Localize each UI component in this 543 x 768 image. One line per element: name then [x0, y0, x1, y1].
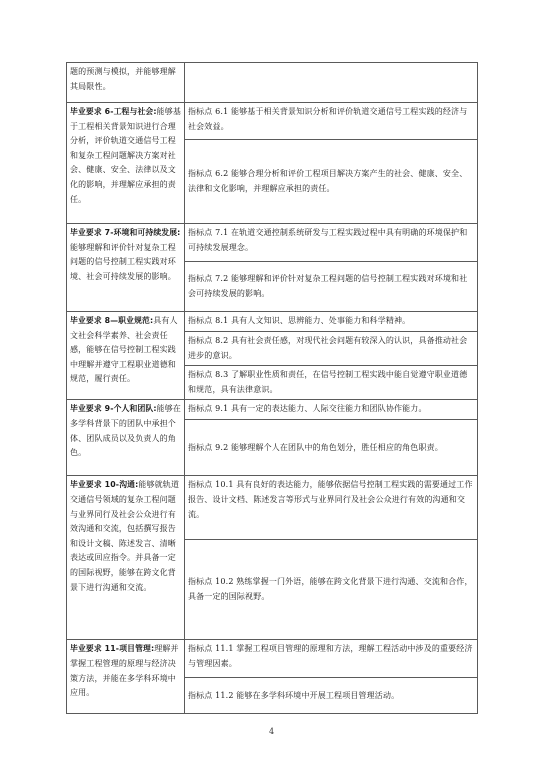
table-row [67, 312, 478, 332]
indicator-text: 指标点 11.2 能够在多学科环境中开展工程项目管理活动。 [188, 690, 400, 700]
indicator-cell [185, 476, 478, 540]
indicator-text: 指标点 6.1 能够基于相关背景知识分析和评价轨道交通信号工程实践的经济与社会效益。 [188, 107, 468, 131]
requirement-text: 能够理解和评价针对复杂工程问题的信号控制工程实践对环境、社会可持续发展的影响。 [70, 242, 176, 281]
requirement-text: 能够就轨道交通信号领域的复杂工程问题与业界同行及社会公众进行有效沟通和交流，包括撰写报告和设计文稿、陈述发言、清晰表达或回应指令。并具备一定的国际视野，能够在跨文化背景下进行沟通和交流。 [70, 480, 180, 592]
indicator-cell [185, 103, 478, 140]
indicator-text: 指标点 9.1 具有一定的表达能力、人际交往能力和团队协作能力。 [188, 404, 427, 414]
table-row [67, 103, 478, 140]
indicator-text: 指标点 6.2 能够合理分析和评价工程项目解决方案产生的社会、健康、安全、法律和文化影响，并理解应承担的责任。 [188, 168, 468, 193]
indicator-cell [185, 540, 478, 640]
indicator-cell [185, 678, 478, 714]
indicator-cell [185, 400, 478, 420]
requirement-title: 毕业要求 8—职业规范: [70, 316, 154, 325]
indicator-cell [185, 420, 478, 476]
requirement-cell [67, 63, 185, 103]
indicator-text: 指标点 8.1 具有人文知识、思辨能力、处事能力和科学精神。 [188, 316, 411, 325]
indicator-cell [185, 312, 478, 332]
requirement-title: 毕业要求 10-沟通: [70, 480, 139, 490]
indicator-cell [185, 262, 478, 312]
indicator-text: 指标点 10.1 具有良好的表达能力，能够依据信号控制工程实践的需要通过工作报告、设计文档、陈述发言等形式与业界同行及社会公众进行有效的沟通和交流。 [188, 480, 473, 519]
indicator-text: 指标点 9.2 能够理解个人在团队中的角色划分，胜任相应的角色职责。 [188, 442, 443, 452]
table-row [67, 63, 478, 103]
requirement-title: 毕业要求 6-工程与社会: [70, 107, 157, 116]
indicator-text: 指标点 11.1 掌握工程项目管理的原理和方法，理解工程活动中涉及的重要经济与管理因素。 [188, 644, 473, 668]
requirement-cell [67, 224, 185, 312]
indicator-text: 指标点 7.1 在轨道交通控制系统研发与工程实践过程中具有明确的环境保护和可持续发展理念。 [188, 228, 468, 252]
page-number: 4 [268, 727, 275, 736]
indicator-text: 指标点 8.3 了解职业性质和责任，在信号控制工程实践中能自觉遵守职业道德和规范，具有法律意识。 [188, 370, 468, 394]
indicator-cell [185, 366, 478, 400]
requirement-text: 具有人文社会科学素养、社会责任感，能够在信号控制工程实践中理解并遵守工程职业道德和规范，履行责任。 [70, 316, 178, 384]
indicator-cell [185, 63, 478, 103]
table-row [67, 224, 478, 262]
indicator-cell [185, 224, 478, 262]
graduation-requirements-table [66, 62, 478, 714]
requirement-cell [67, 476, 185, 640]
requirement-cell [67, 103, 185, 224]
requirement-cell [67, 640, 185, 714]
table-row [67, 400, 478, 420]
requirement-text: 能够基于工程相关背景知识进行合理分析，评价轨道交通信号工程和复杂工程问题解决方案对社会、健康、安全、法律以及文化的影响，并理解应承担的责任。 [70, 107, 182, 204]
indicator-cell [185, 640, 478, 678]
requirement-text: 能够在多学科背景下的团队中承担个体、团队成员以及负责人的角色。 [70, 404, 182, 458]
indicator-text: 指标点 8.2 具有社会责任感，对现代社会问题有较深入的认识，具备推动社会进步的意识。 [188, 336, 468, 360]
indicator-cell [185, 140, 478, 224]
indicator-text: 指标点 7.2 能够理解和评价针对复杂工程问题的信号控制工程实践对环境和社会可持续发展的影响。 [188, 273, 468, 298]
table-row [67, 476, 478, 540]
requirement-cell [67, 400, 185, 476]
requirement-text: 题的预测与模拟，并能够理解其局限性。 [70, 67, 176, 91]
requirement-title: 毕业要求 11-项目管理: [70, 644, 155, 654]
table-row [67, 640, 478, 678]
indicator-cell [185, 332, 478, 366]
requirement-text: 理解并掌握工程管理的原理与经济决策方法，并能在多学科环境中应用。 [70, 644, 179, 698]
requirement-title: 毕业要求 9-个人和团队: [70, 404, 157, 414]
indicator-text: 指标点 10.2 熟练掌握一门外语，能够在跨文化背景下进行沟通、交流和合作，具备一定的国际视野。 [188, 577, 473, 601]
requirement-cell [67, 312, 185, 400]
requirement-title: 毕业要求 7-环境和可持续发展: [70, 228, 181, 237]
